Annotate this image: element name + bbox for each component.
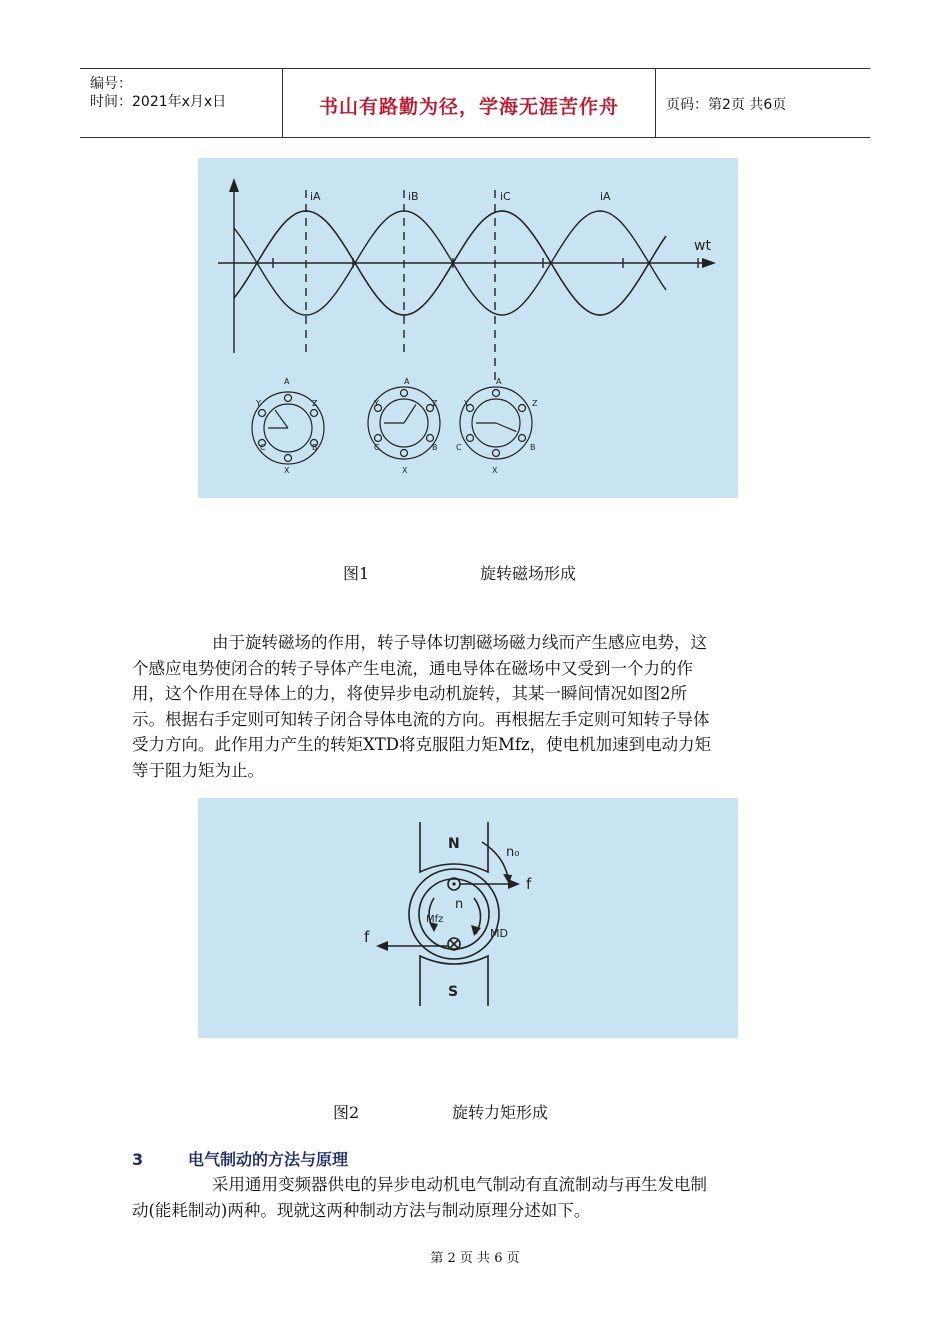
paragraph-line: 受力方向。此作用力产生的转矩XTD将克服阻力矩Mfz，使电机加速到电动力矩 <box>132 735 712 755</box>
stator1-label-y: Y <box>256 399 261 408</box>
stator3-label-x: X <box>492 466 498 475</box>
stator-slot <box>493 390 500 397</box>
n0-arc <box>482 842 508 878</box>
paragraph-line: 由于旋转磁场的作用，转子导体切割磁场磁力线而产生感应电势，这 <box>212 633 707 652</box>
label-speed-n: n <box>455 897 464 912</box>
stator3-label-a: A <box>496 377 502 386</box>
header-motto: 书山有路勤为径，学海无涯苦作舟 <box>318 96 619 118</box>
stator2-label-z: Z <box>432 399 438 408</box>
paragraph-rotating-field <box>132 630 804 784</box>
stator1-label-b: B <box>312 443 318 452</box>
stator2-label-x: X <box>402 466 408 475</box>
label-n0: n₀ <box>506 845 520 860</box>
label-ib: iB <box>408 190 419 203</box>
rotating-field-diagram <box>198 158 738 498</box>
stator-slot <box>259 410 266 417</box>
figure1-caption-text: 旋转磁场形成 <box>480 564 577 583</box>
figure2-caption-number: 图2 <box>333 1103 360 1122</box>
stator3-label-b: B <box>530 443 536 452</box>
section-heading <box>132 1147 348 1170</box>
label-ic: iC <box>500 190 511 203</box>
field-vector <box>275 410 288 428</box>
stator-slot <box>519 435 526 442</box>
stator2-label-y: Y <box>374 399 379 408</box>
stator-slot <box>401 390 408 397</box>
stator-slot <box>311 410 318 417</box>
stator1-label-a: A <box>284 377 290 386</box>
figure1-caption-number: 图1 <box>343 564 370 583</box>
stator3-label-y: Y <box>464 399 469 408</box>
paragraph-line: 等于阻力矩为止。 <box>132 760 264 780</box>
paragraph-line: 用，这个作用在导体上的力，将使异步电动机旋转，其某一瞬间情况如图2所 <box>132 684 687 704</box>
stator-slot <box>467 435 474 442</box>
figure-rotating-magnetic-field <box>198 158 738 498</box>
document-number-label: 编号： <box>90 76 132 92</box>
label-md: MD <box>490 927 508 940</box>
section-title: 电气制动的方法与原理 <box>188 1150 349 1169</box>
stator-slot <box>493 450 500 457</box>
header-meta-cell <box>80 69 283 137</box>
y-axis-arrow <box>229 178 239 192</box>
page-footer <box>0 1247 950 1266</box>
label-mfz: Mfz <box>426 914 444 925</box>
field-vector <box>496 423 516 432</box>
figure-rotating-torque <box>198 798 738 1038</box>
header-page-number: 页码：第2页 共6页 <box>666 97 787 113</box>
paragraph-line: 采用通用变频器供电的异步电动机电气制动有直流制动与再生发电制 <box>212 1175 707 1194</box>
header-page-cell <box>656 69 870 137</box>
label-south: S <box>448 984 459 1000</box>
paragraph-braking-intro <box>132 1172 804 1223</box>
field-vector <box>404 405 416 424</box>
x-axis-arrow <box>702 258 716 268</box>
label-force-right: f <box>526 875 532 893</box>
stator-slot <box>285 455 292 462</box>
rotating-torque-diagram <box>198 798 738 1038</box>
paragraph-line: 个感应电势使闭合的转子导体产生电流，通电导体在磁场中又受到一个力的作 <box>132 658 693 678</box>
label-ia: iA <box>310 190 321 203</box>
stator-slot <box>519 405 526 412</box>
page-header <box>80 68 870 138</box>
label-ia-second: iA <box>600 190 611 203</box>
paragraph-line: 动(能耗制动)两种。现就这两种制动方法与制动原理分述如下。 <box>132 1200 591 1220</box>
section-number: 3 <box>132 1150 144 1169</box>
label-force-left: f <box>364 928 370 946</box>
figure2-caption-text: 旋转力矩形成 <box>452 1103 549 1122</box>
header-motto-cell <box>283 69 656 137</box>
stator1-label-x: X <box>284 466 290 475</box>
footer-page-number: 第 2 页 共 6 页 <box>430 1251 520 1266</box>
stator2-label-a: A <box>404 377 410 386</box>
label-north: N <box>448 836 460 852</box>
stator3-label-z: Z <box>532 399 538 408</box>
stator-slot <box>285 395 292 402</box>
stator1-label-z: Z <box>312 399 318 408</box>
stator-slot <box>427 435 434 442</box>
stator2-label-c: C <box>374 443 380 452</box>
stator-slot <box>401 450 408 457</box>
stator1-label-c: C <box>260 443 266 452</box>
stator-slot <box>375 435 382 442</box>
stator3-label-c: C <box>456 443 462 452</box>
label-wt: wt <box>694 238 711 254</box>
document-time-label: 时间：2021年x月x日 <box>90 94 227 110</box>
stator2-label-b: B <box>432 443 438 452</box>
paragraph-line: 示。根据右手定则可知转子闭合导体电流的方向。再根据左手定则可知转子导体 <box>132 709 710 729</box>
